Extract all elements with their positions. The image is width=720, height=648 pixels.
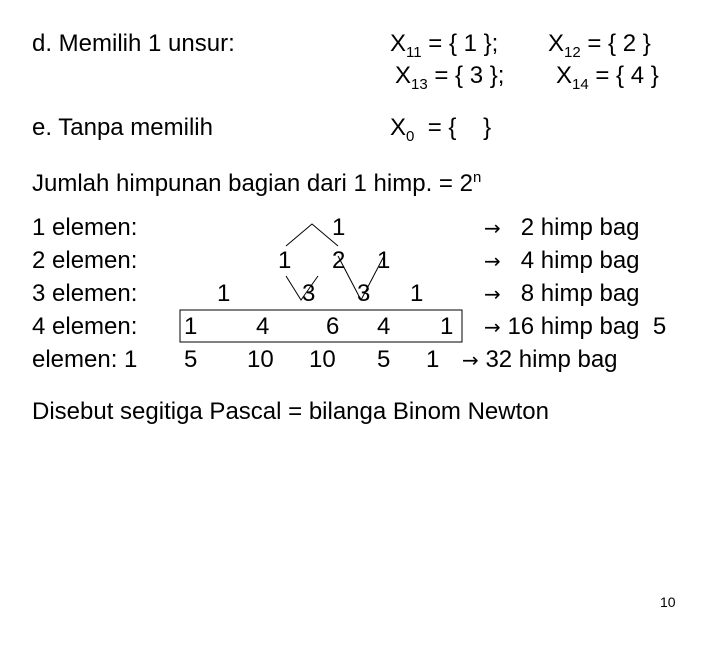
section-d-label: d. Memilih 1 unsur: [32, 30, 235, 57]
page-number: 10 [660, 594, 676, 610]
row-label: 2 elemen: [32, 247, 138, 274]
pascal-number: 1 [217, 280, 231, 307]
connector-left [286, 276, 318, 300]
row-label: elemen: 1 [32, 346, 138, 373]
section-e-label: e. Tanpa memilih [32, 114, 213, 141]
pascal-number: 1 [184, 313, 198, 340]
highlight-box [180, 310, 462, 342]
pascal-number: 1 [410, 280, 424, 307]
row-label: 1 elemen: [32, 214, 138, 241]
connector-middle [338, 256, 384, 300]
arrow-right-icon: → [484, 216, 501, 240]
row-result: → 32 himp bag [462, 346, 618, 373]
row-result: → 8 himp bag [484, 280, 640, 307]
jumlah-statement: Jumlah himpunan bagian dari 1 himp. = $2^n$ [32, 169, 482, 197]
pascal-number: 10 [247, 346, 274, 373]
set-x14: $X_{14}$ = { 4 } [556, 62, 659, 93]
set-x12: $X_{12}$ = { 2 } [548, 30, 651, 61]
arrow-right-icon: → [484, 249, 501, 273]
row-label: 4 elemen: [32, 313, 138, 340]
arrow-right-icon: → [462, 348, 479, 372]
row-result: → 4 himp bag [484, 247, 640, 274]
pascal-number: 1 [278, 247, 292, 274]
row-result: → 16 himp bag 5 [484, 313, 667, 340]
arrow-right-icon: → [484, 315, 501, 339]
connector-top [286, 224, 338, 246]
pascal-number: 1 [426, 346, 440, 373]
set-x0: $X_0$ = { } [390, 114, 492, 145]
arrow-right-icon: → [484, 282, 501, 306]
pascal-number: 6 [326, 313, 340, 340]
pascal-number: 3 [357, 280, 371, 307]
pascal-number: 1 [377, 247, 391, 274]
row-result: → 2 himp bag [484, 214, 640, 241]
set-x11: $X_{11}$ = { 1 }; [390, 30, 499, 61]
pascal-number: 4 [377, 313, 391, 340]
pascal-number: 1 [440, 313, 454, 340]
pascal-number: 3 [302, 280, 316, 307]
pascal-number: 4 [256, 313, 270, 340]
pascal-number: 5 [184, 346, 198, 373]
set-x13: $X_{13}$ = { 3 }; [395, 62, 505, 93]
conclusion-text: Disebut segitiga Pascal = bilanga Binom Newton [32, 398, 549, 425]
pascal-number: 10 [309, 346, 336, 373]
pascal-number: 5 [377, 346, 391, 373]
row-label: 3 elemen: [32, 280, 138, 307]
pascal-number: 1 [332, 214, 346, 241]
pascal-number: 2 [332, 247, 346, 274]
